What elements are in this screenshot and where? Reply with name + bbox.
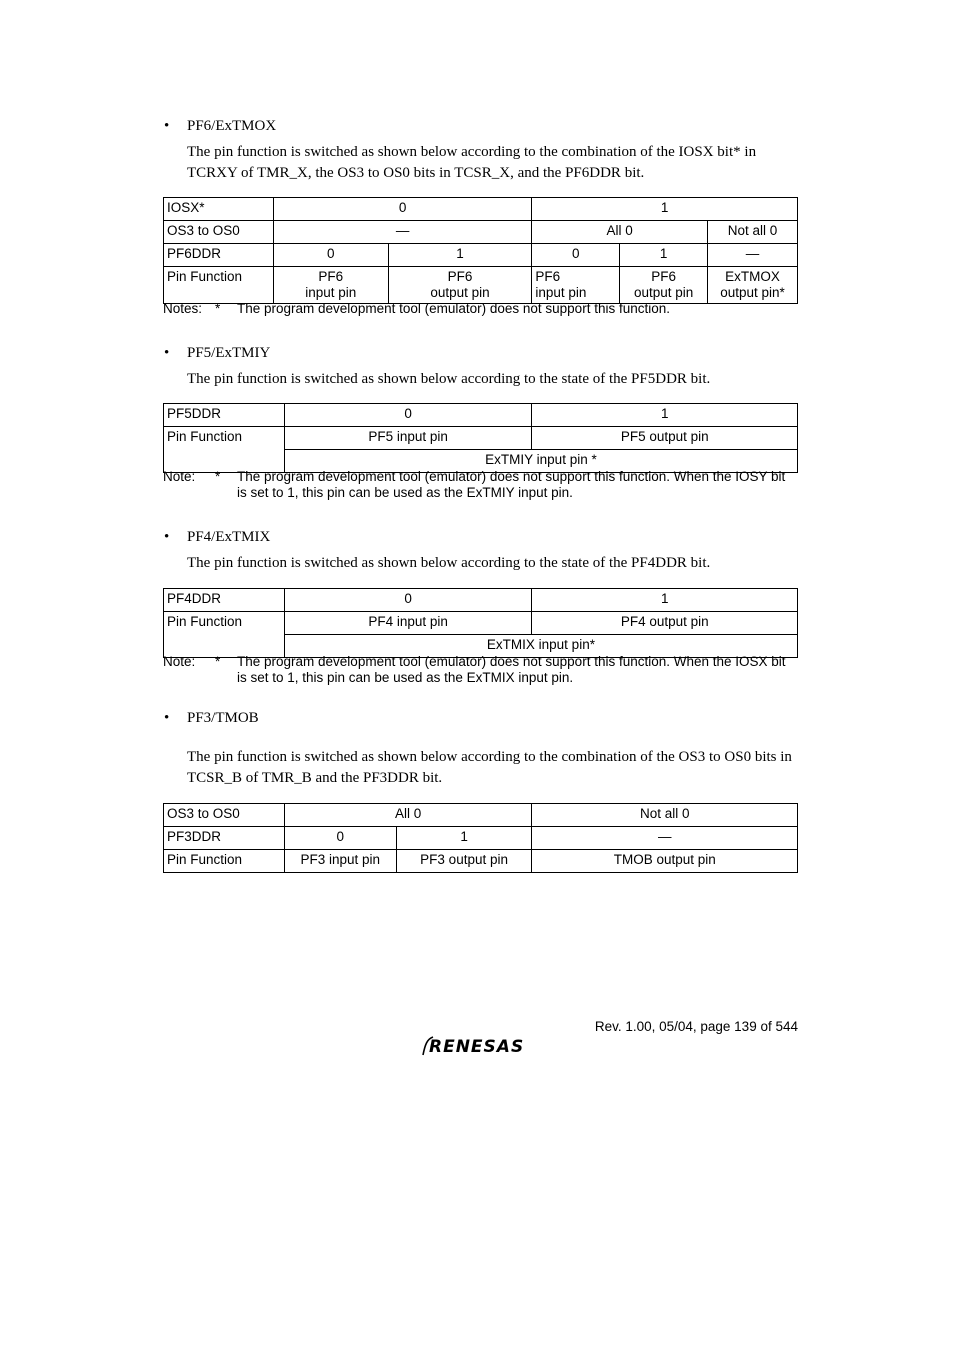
note-star: * — [215, 654, 221, 669]
section-heading — [164, 345, 764, 362]
table-cell — [273, 267, 388, 304]
table-note — [163, 301, 803, 319]
table-cell: 1 — [396, 827, 532, 850]
table-cell: 0 — [532, 244, 620, 267]
table-cell: 0 — [284, 589, 532, 612]
cell-line: output pin* — [720, 285, 785, 300]
renesas-logo — [421, 1033, 543, 1059]
cell-line: input pin — [305, 285, 357, 300]
table-cell: Not all 0 — [532, 804, 798, 827]
table-cell: PF6DDR — [164, 244, 274, 267]
note-text: The program development tool (emulator) does not support this function. When the IOSY bit is set to 1, this pin can be used as the ExTMIY input pin. — [237, 469, 786, 500]
section-heading — [164, 529, 764, 546]
table-cell: PF3DDR — [164, 827, 285, 850]
pin-function-table — [163, 803, 798, 873]
table-cell: 1 — [388, 244, 532, 267]
cell-line: PF6 — [535, 269, 561, 284]
table-cell: 1 — [620, 244, 708, 267]
table-cell: PF4 output pin — [532, 612, 798, 635]
section-paragraph: The pin function is switched as shown below according to the combination of the OS3 to OS0 bits in TCSR_B of TMR_B and the PF3DDR bit. — [187, 749, 792, 786]
note-text: The program development tool (emulator) does not support this function. When the IOSX bit is set to 1, this pin can be used as the ExTMIX input pin. — [237, 654, 786, 685]
table-cell — [620, 267, 708, 304]
section-paragraph: The pin function is switched as shown below according to the combination of the IOSX bit* in TCRXY of TMR_X, the OS3 to OS0 bits in TCSR_X, and the PF6DDR bit. — [187, 144, 757, 181]
table-cell — [708, 267, 798, 304]
table-cell: 0 — [284, 827, 396, 850]
table-cell: Pin Function — [164, 612, 285, 658]
table-cell: TMOB output pin — [532, 850, 798, 873]
logo-text: RENESAS — [429, 1037, 525, 1057]
table-cell: All 0 — [284, 804, 532, 827]
table-cell: PF3 output pin — [396, 850, 532, 873]
note-star: * — [215, 469, 221, 484]
section-heading — [164, 118, 764, 135]
table-note — [163, 654, 803, 688]
table-cell: 0 — [284, 404, 532, 427]
section-paragraph: The pin function is switched as shown below according to the state of the PF5DDR bit. — [187, 371, 711, 387]
table-cell: — — [708, 244, 798, 267]
cell-line: PF6 — [651, 269, 676, 284]
section-paragraph: The pin function is switched as shown below according to the state of the PF4DDR bit. — [187, 555, 711, 571]
bullet-icon: • — [164, 710, 170, 726]
page-info: Rev. 1.00, 05/04, page 139 of 544 — [594, 1019, 798, 1034]
table-cell: — — [273, 221, 531, 244]
table-cell: Not all 0 — [708, 221, 798, 244]
table-cell: — — [532, 827, 798, 850]
pin-function-table — [163, 197, 798, 304]
table-cell: 1 — [532, 198, 798, 221]
table-cell: Pin Function — [164, 850, 285, 873]
table-cell: OS3 to OS0 — [164, 221, 274, 244]
pin-function-table — [163, 588, 798, 658]
note-label: Note: — [163, 469, 196, 484]
table-cell: ExTMIY input pin * — [284, 450, 797, 473]
cell-line: input pin — [535, 285, 587, 300]
table-cell — [532, 267, 620, 304]
cell-line: output pin — [430, 285, 490, 300]
section-heading — [164, 710, 764, 727]
table-cell: All 0 — [532, 221, 708, 244]
heading-text: PF5/ExTMIY — [187, 345, 271, 361]
cell-line: ExTMOX — [725, 269, 780, 284]
pin-function-table — [163, 403, 798, 473]
heading-text: PF6/ExTMOX — [187, 118, 277, 134]
renesas-logo-icon — [421, 1033, 543, 1059]
note-star: * — [215, 301, 221, 316]
table-cell: PF5 input pin — [284, 427, 532, 450]
table-cell: IOSX* — [164, 198, 274, 221]
table-cell: 0 — [273, 244, 388, 267]
table-cell: PF4 input pin — [284, 612, 532, 635]
table-cell: 1 — [532, 404, 798, 427]
table-cell: OS3 to OS0 — [164, 804, 285, 827]
table-cell: 1 — [532, 589, 798, 612]
table-cell: ExTMIX input pin* — [284, 635, 797, 658]
heading-text: PF3/TMOB — [187, 710, 259, 726]
cell-line: output pin — [633, 285, 694, 300]
table-cell: 0 — [273, 198, 531, 221]
table-cell — [388, 267, 532, 304]
table-cell: Pin Function — [164, 267, 274, 304]
table-cell: PF5 output pin — [532, 427, 798, 450]
bullet-icon: • — [164, 118, 170, 134]
bullet-icon: • — [164, 345, 170, 361]
note-label: Note: — [163, 654, 196, 669]
table-cell: Pin Function — [164, 427, 285, 473]
bullet-icon: • — [164, 529, 170, 545]
table-cell: PF4DDR — [164, 589, 285, 612]
note-label: Notes: — [163, 301, 203, 316]
note-text: The program development tool (emulator) does not support this function. — [237, 301, 670, 316]
table-cell: PF5DDR — [164, 404, 285, 427]
table-cell: PF3 input pin — [284, 850, 396, 873]
cell-line: PF6 — [447, 269, 473, 284]
heading-text: PF4/ExTMIX — [187, 529, 271, 545]
table-note — [163, 469, 803, 503]
cell-line: PF6 — [318, 269, 344, 284]
